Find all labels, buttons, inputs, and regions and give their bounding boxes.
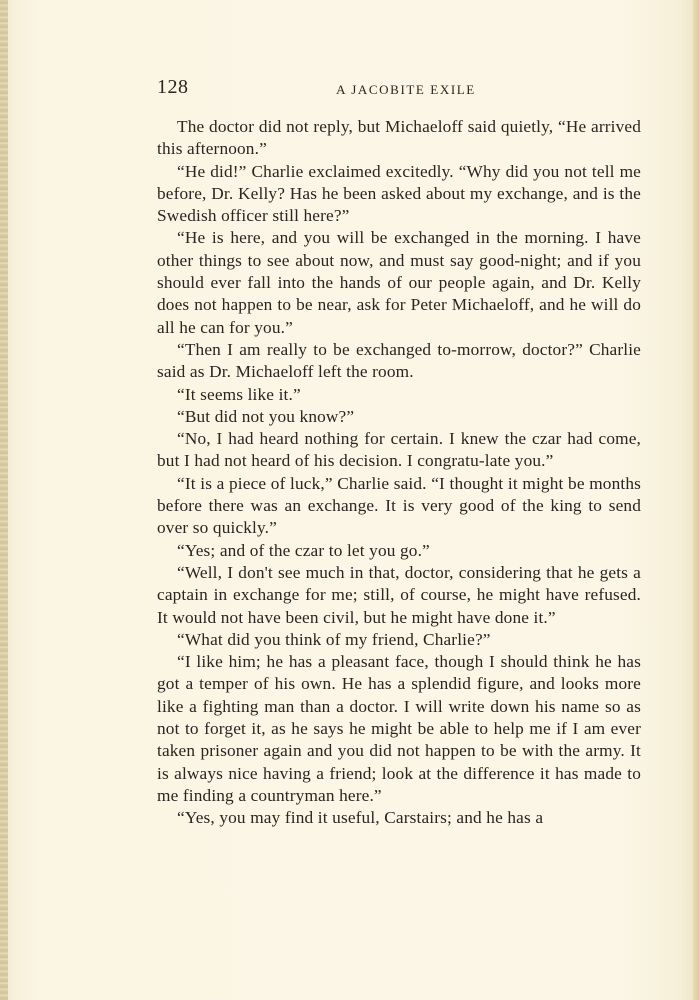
page-binding-edge [0,0,8,1000]
page-right-edge [693,0,699,1000]
page-header [157,76,641,102]
paragraph: The doctor did not reply, but Michaeloff said quietly, “He arrived this afternoon.” [157,117,641,159]
paragraph: “Well, I don't see much in that, doctor, considering that he gets a captain in exchange for me; still, of course, he might have refused. It would not have been civil, but he might have done it.” [157,562,641,627]
paragraph: “Yes, you may find it useful, Carstairs; and he has a [177,808,544,828]
paragraph: “But did not you know?” [177,406,355,426]
paragraph: “What did you think of my friend, Charlie?” [177,629,491,649]
paragraph: “It seems like it.” [177,384,301,404]
paragraph: “Then I am really to be exchanged to-morrow, doctor?” Charlie said as Dr. Michaeloff left the room. [157,339,641,382]
body-text [157,116,641,830]
paragraph: “Yes; and of the czar to let you go.” [177,540,430,560]
running-title: A JACOBITE EXILE [336,82,476,97]
paragraph: “It is a piece of luck,” Charlie said. “I thought it might be months before there was an exchange. It is very good of the king to send over so quickly.” [157,473,641,538]
page-number: 128 [157,76,189,98]
paragraph: “I like him; he has a pleasant face, though I should think he has got a temper of his own. He has a splendid figure, and looks more like a fighting man than a doctor. I will write down his name so as not to forget it, as he says he might be able to help me if I am ever taken prisoner again and you did not happen to be with the army. It is always nice having a friend; look at the difference it has made to me finding a countryman here.” [157,652,641,805]
paragraph: “He did!” Charlie exclaimed excitedly. “Why did you not tell me before, Dr. Kelly? Has he been asked about my exchange, and is the Swedish officer still here?” [157,161,641,226]
paragraph: “He is here, and you will be exchanged in the morning. I have other things to see about now, and must say good-night; and if you should ever fall into the hands of our people again, and Dr. Kelly does not happen to be near, ask for Peter Michaeloff, and he will do all he can for you.” [157,228,641,337]
paragraph: “No, I had heard nothing for certain. I knew the czar had come, but I had not heard of his decision. I congratu-late you.” [157,429,641,471]
